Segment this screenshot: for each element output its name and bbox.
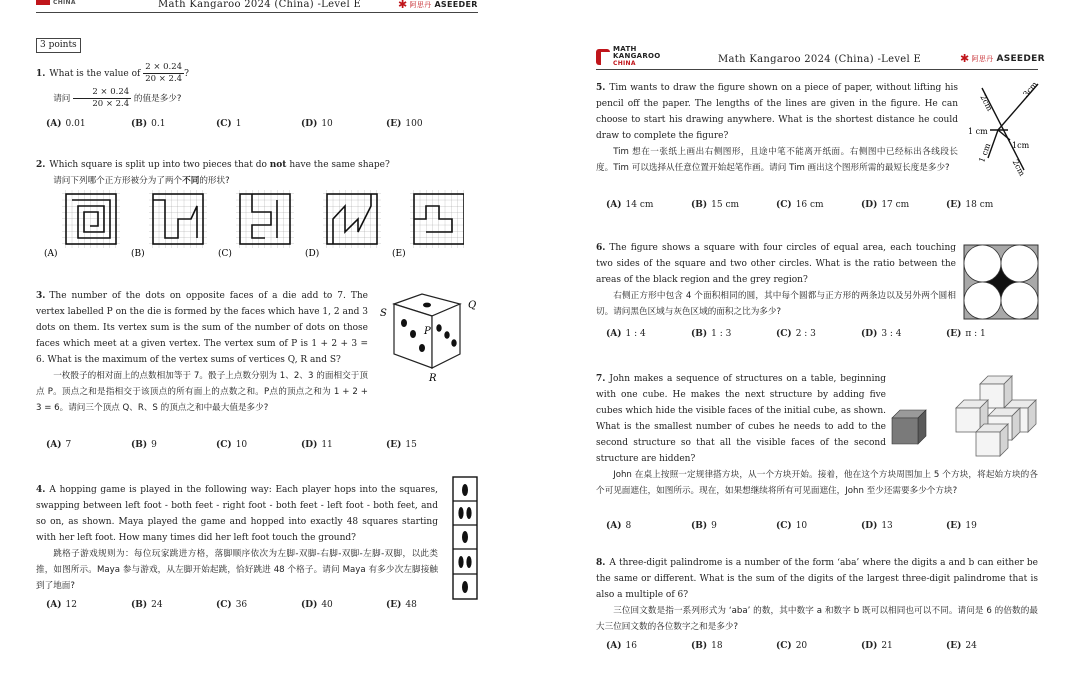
q7-options [606, 521, 1031, 531]
q5-option-a[interactable]: (A) 14 cm [606, 200, 654, 210]
vertex-s: S [380, 308, 387, 319]
q8-option-d[interactable]: (D) 21 [861, 641, 893, 651]
single-cube [892, 410, 926, 444]
left-logo: CHINA [36, 0, 76, 6]
q3-option-a[interactable]: (A) 7 [46, 440, 72, 450]
q7-option-e[interactable]: (E) 19 [946, 521, 977, 531]
page-title-right: Math Kangaroo 2024 (China) -Level E [718, 54, 922, 65]
question-6: 6. The figure shows a square with four circles of equal area, each touching two sides of the square and two other circles. What is the ratio between the areas of the black region and the grey region? 右侧正方形中包含 4 个面积相同的圆，其中每个圆都与正方形的两条边以及另外两个圆相切。请问黑色区域与灰色区域的面积之比为多少? [596, 243, 956, 317]
vertex-q: Q [468, 300, 477, 311]
q1-option-b[interactable]: (B) 0.1 [131, 119, 166, 129]
left-header [36, 0, 478, 13]
q4-option-d[interactable]: (D) 40 [301, 600, 333, 610]
question-7: 7. John makes a sequence of structures on a table, beginning with one cube. He makes the next structure by adding five cubes which hide the visible faces of the initial cube, as shown. What is the smallest number of cubes he needs to add to the second structure so that all the visible faces of the second structure are hidden? [596, 374, 886, 464]
q8-option-b[interactable]: (B) 18 [691, 641, 723, 651]
die-figure [376, 292, 480, 387]
q6-option-d[interactable]: (D) 3 : 4 [861, 329, 902, 339]
label-c: (C) [218, 249, 232, 259]
question-4: 4. A hopping game is played in the following way: Each player hops into the squares, swapping between left foot - both feet - right foot - both feet - left foot - both feet, and so on, as shown. Maya played the game and hopped into exactly 48 squares starting with her left foot. How many times did her left foot touch the ground? 跳格子游戏规则为：每位玩家跳进方格，落脚顺序依次为左脚-双脚-右脚-双脚-左脚-双脚，以此类推，如图所示。Maya 参与游戏，从左脚开始起跳，恰好跳进 48 个格子。请问 Maya 有多少次左脚接触到了地面? [36, 485, 438, 591]
kangaroo-logo: MATH KANGAROO CHINA [596, 46, 661, 67]
q6-option-a[interactable]: (A) 1 : 4 [606, 329, 646, 339]
q8-option-e[interactable]: (E) 24 [946, 641, 977, 651]
aseeder-icon: ✱ [960, 52, 970, 65]
q5-options [606, 200, 1031, 210]
q1-option-c[interactable]: (C) 1 [216, 119, 242, 129]
q5-option-d[interactable]: (D) 17 cm [861, 200, 910, 210]
right-header [596, 45, 1045, 70]
len-2cm-top: 2cm [978, 93, 995, 113]
q6-option-b[interactable]: (B) 1 : 3 [691, 329, 732, 339]
q6-option-c[interactable]: (C) 2 : 3 [776, 329, 816, 339]
q3-option-c[interactable]: (C) 10 [216, 440, 248, 450]
partner-logo: ✱ 阿思丹 ASEEDER [398, 0, 478, 11]
page-title: Math Kangaroo 2024 (China) -Level E [158, 0, 362, 10]
q7-option-a[interactable]: (A) 8 [606, 521, 632, 531]
q8-option-c[interactable]: (C) 20 [776, 641, 808, 651]
q8-options [606, 641, 1031, 651]
label-b: (B) [131, 249, 145, 259]
q6-figure [963, 244, 1039, 323]
square-e [410, 190, 464, 248]
fraction: $\frac{2 \times 0.24}{20 \times 2.4}$ [145, 62, 183, 84]
q4-option-e[interactable]: (E) 48 [386, 600, 417, 610]
q7-figure [888, 372, 1043, 467]
q7-option-d[interactable]: (D) 13 [861, 521, 893, 531]
square-c [236, 190, 294, 248]
square-b [149, 190, 207, 248]
len-1cm-right: 1cm [1012, 141, 1030, 150]
q5-figure [966, 80, 1048, 185]
q8-option-a[interactable]: (A) 16 [606, 641, 637, 651]
len-1cm-left: 1 cm [968, 127, 988, 136]
q6-options [606, 329, 1031, 339]
len-1cm-down: 1 cm [977, 142, 993, 164]
circles-square-svg [963, 244, 1039, 320]
question-5: 5. Tim wants to draw the figure shown on a piece of paper, without lifting his pencil off the paper. The lengths of the lines are given in the figure. He can choose to start his drawing anywhere. What is the shortest distance he could draw to complete the figure? Tim 想在一张纸上画出右侧图形，且途中笔不能离开纸面。右侧图中已经标出各线段长度。Tim 可以选择从任意位置开始起笔作画。请问 Tim 画出这个图形所需的最短长度是多少? [596, 83, 958, 173]
label-a: (A) [44, 249, 58, 259]
square-d [323, 190, 381, 248]
points-badge: 3 points [36, 38, 81, 53]
partner-icon: ✱ [398, 0, 408, 11]
right-page [588, 30, 1048, 695]
len-2cm-bottom: 2cm [1010, 158, 1027, 178]
label-d: (D) [305, 249, 320, 259]
q1-options [46, 119, 471, 129]
q7-option-b[interactable]: (B) 9 [691, 521, 717, 531]
hopscotch-figure [452, 476, 478, 603]
label-e: (E) [392, 249, 406, 259]
q5-lines-svg [966, 80, 1048, 182]
q3-option-b[interactable]: (B) 9 [131, 440, 157, 450]
kangaroo-icon [596, 49, 610, 65]
vertex-r: R [429, 373, 437, 384]
question-1: 1. What is the value of $\frac{2 \times 0.24}{20 \times 2.4}$ ? 请问 $\frac{2 \times 0.24}{20 \times 2.4}$ 的值是多少? [36, 62, 189, 109]
header-rule-right [596, 69, 1038, 70]
q1-option-a[interactable]: (A) 0.01 [46, 119, 86, 129]
die-svg [376, 292, 480, 384]
cube-structure [956, 376, 1036, 456]
q4-option-a[interactable]: (A) 12 [46, 600, 77, 610]
q2-figures [44, 190, 464, 265]
q7-option-c[interactable]: (C) 10 [776, 521, 808, 531]
q5-option-b[interactable]: (B) 15 cm [691, 200, 740, 210]
left-page [0, 0, 480, 700]
q5-option-c[interactable]: (C) 16 cm [776, 200, 824, 210]
question-2: 2. Which square is split up into two pieces that do not have the same shape? 请问下列哪个正方形被分为了两个不同的形状? [36, 160, 390, 186]
q3-options [46, 440, 471, 450]
square-a [62, 190, 120, 248]
question-3: 3. The number of the dots on opposite faces of a die add to 7. The vertex labelled P on the die is formed by the faces which have 1, 2 and 3 dots on them. Its vertex sum is the sum of the number of dots on those faces which meet at a given vertex. The vertex sum of P is 1 + 2 + 3 = 6. What is the maximum of the vertex sums of vertices Q, R and S? 一枚骰子的相对面上的点数相加等于 7。骰子上点数分别为 1、2、3 的面相交于顶点 P。顶点之和是指相交于该顶点的所有面上的点数之和。P点的顶点之和为 1 + 2 + 3 = 6。请问三个顶点 Q、R、S 的顶点之和中最大值是多少? [36, 291, 368, 413]
question-8: 8. A three-digit palindrome is a number of the form ‘aba’ where the digits a and b can either be the same or different. What is the sum of the digits of the largest three-digit palindrome that is also a multiple of 6? 三位回文数是指一系列形式为 ‘aba’ 的数，其中数字 a 和数字 b 既可以相同也可以不同。请问是 6 的倍数的最大三位回文数的各位数字之和是多少? [596, 558, 1038, 632]
q4-option-b[interactable]: (B) 24 [131, 600, 163, 610]
q3-option-e[interactable]: (E) 15 [386, 440, 417, 450]
q2-squares-figure [44, 190, 464, 262]
question-7-zh: John 在桌上按照一定规律搭方块，从一个方块开始。接着，他在这个方块周围加上 5 个方块，将起始方块的各个可见面遮住，如图所示。现在，如果想继续将所有可见面遮住，John 至少还需要多少个方块? [596, 470, 1038, 496]
header-rule [36, 12, 478, 13]
q4-options [46, 600, 471, 610]
q4-option-c[interactable]: (C) 36 [216, 600, 248, 610]
cubes-svg [888, 372, 1043, 464]
q6-option-e[interactable]: (E) π : 1 [946, 329, 986, 339]
q1-option-e[interactable]: (E) 100 [386, 119, 423, 129]
q3-option-d[interactable]: (D) 11 [301, 440, 333, 450]
q5-option-e[interactable]: (E) 18 cm [946, 200, 994, 210]
q1-option-d[interactable]: (D) 10 [301, 119, 333, 129]
vertex-p: P [424, 326, 431, 337]
len-3cm: 3cm [1021, 80, 1040, 99]
hopscotch-svg [452, 476, 478, 600]
aseeder-logo: ✱ 阿思丹 ASEEDER [960, 52, 1045, 65]
